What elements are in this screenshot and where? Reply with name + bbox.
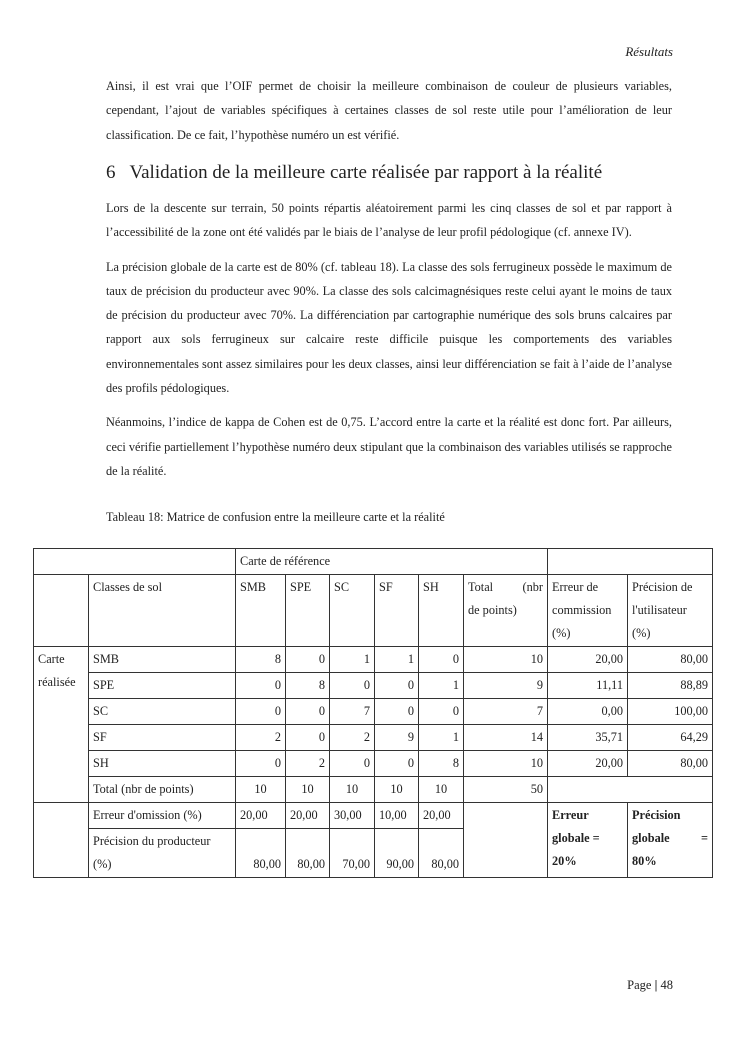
- row-total: 10: [464, 751, 548, 777]
- col-total: 10: [330, 777, 375, 803]
- cell: 2: [330, 725, 375, 751]
- commission-error: 35,71: [548, 725, 628, 751]
- col-header: SF: [375, 575, 419, 647]
- commission-error: 11,11: [548, 673, 628, 699]
- user-precision: 88,89: [628, 673, 713, 699]
- total-col-header: Total (nbr de points): [464, 575, 548, 647]
- empty-cell: [548, 777, 713, 803]
- row-label: Précision du producteur (%): [89, 829, 236, 878]
- row-label: SH: [89, 751, 236, 777]
- table-row: [34, 751, 713, 777]
- empty-cell: [34, 803, 89, 878]
- section-heading: [106, 162, 602, 184]
- grand-total: 50: [464, 777, 548, 803]
- cell: 0: [419, 647, 464, 673]
- cell: 0: [236, 751, 286, 777]
- empty-cell: [464, 803, 548, 878]
- global-precision: Précision globale = 80%: [628, 803, 713, 878]
- mapped-label: Carte réalisée: [34, 647, 89, 803]
- col-total: 10: [419, 777, 464, 803]
- section-number: 6: [106, 162, 116, 183]
- cell: 2: [236, 725, 286, 751]
- cell: 1: [375, 647, 419, 673]
- cell: 8: [236, 647, 286, 673]
- classes-label: Classes de sol: [89, 575, 236, 647]
- cell: 0: [286, 725, 330, 751]
- cell: 0: [375, 673, 419, 699]
- cell: 8: [419, 751, 464, 777]
- paragraph-fieldwork: Lors de la descente sur terrain, 50 points répartis aléatoirement parmi les cinq classes de sol et par rapport à l’accessibilité de la zone ont été validés par le biais de l’analyse de leur profil pédologique (cf. annexe IV).: [106, 201, 672, 240]
- row-label: Total (nbr de points): [89, 777, 236, 803]
- omission-value: 20,00: [236, 803, 286, 829]
- omission-value: 30,00: [330, 803, 375, 829]
- commission-error: 20,00: [548, 751, 628, 777]
- cell: 7: [330, 699, 375, 725]
- row-label: SF: [89, 725, 236, 751]
- cell: 0: [330, 673, 375, 699]
- cell: 1: [419, 725, 464, 751]
- commission-error-header: Erreur de commission (%): [548, 575, 628, 647]
- cell: 2: [286, 751, 330, 777]
- reference-map-header: Carte de référence: [236, 549, 548, 575]
- page-number: 48: [660, 978, 673, 992]
- col-total: 10: [236, 777, 286, 803]
- row-label: SMB: [89, 647, 236, 673]
- cell: 0: [419, 699, 464, 725]
- user-precision: 64,29: [628, 725, 713, 751]
- table-header-row-2: [34, 575, 713, 647]
- commission-error: 20,00: [548, 647, 628, 673]
- section-title: Validation de la meilleure carte réalisée par rapport à la réalité: [129, 162, 603, 183]
- col-header: SPE: [286, 575, 330, 647]
- row-total: 10: [464, 647, 548, 673]
- cell: 1: [419, 673, 464, 699]
- col-total: 10: [375, 777, 419, 803]
- producer-value: 80,00: [236, 829, 286, 878]
- table-row: [34, 699, 713, 725]
- intro-block: [106, 74, 672, 147]
- cell: 1: [330, 647, 375, 673]
- row-label: SPE: [89, 673, 236, 699]
- row-label: SC: [89, 699, 236, 725]
- row-label: Erreur d'omission (%): [89, 803, 236, 829]
- page-footer: [627, 978, 673, 993]
- cell: 8: [286, 673, 330, 699]
- cell: 0: [375, 699, 419, 725]
- empty-corner-cell: [34, 549, 236, 575]
- cell: 9: [375, 725, 419, 751]
- producer-value: 70,00: [330, 829, 375, 878]
- producer-value: 90,00: [375, 829, 419, 878]
- producer-value: 80,00: [286, 829, 330, 878]
- cell: 0: [286, 699, 330, 725]
- paragraph-global-precision: La précision globale de la carte est de 80% (cf. tableau 18). La classe des sols ferrugineux possède le maximum de taux de précision du producteur avec 90%. La classe des sols calcimagnésiques reste celui ayant le moins de taux de précision du producteur avec 70%. La différenciation par cartographie numérique des sols bruns calcaires par rapport aux sols ferrugineux sur calcaire reste difficile puisque les comportements des variables environnementales sont assez similaires pour les deux classes, ainsi leur différenciation se fait à l’aide de l’analyse des profils pédologiques.: [106, 259, 672, 396]
- row-total: 9: [464, 673, 548, 699]
- cell: 0: [330, 751, 375, 777]
- running-header: Résultats: [625, 44, 673, 59]
- user-precision: 80,00: [628, 647, 713, 673]
- table-row: [34, 725, 713, 751]
- user-precision-header: Précision de l'utilisateur (%): [628, 575, 713, 647]
- table-header-row-1: [34, 549, 713, 575]
- omission-value: 20,00: [286, 803, 330, 829]
- cell: 0: [236, 673, 286, 699]
- page-label: Page: [627, 978, 652, 992]
- empty-header-cell: [548, 549, 713, 575]
- producer-value: 80,00: [419, 829, 464, 878]
- omission-value: 20,00: [419, 803, 464, 829]
- cell: 0: [286, 647, 330, 673]
- col-header: SMB: [236, 575, 286, 647]
- table-caption: Tableau 18: Matrice de confusion entre la meilleure carte et la réalité: [106, 510, 445, 524]
- table-row: [34, 673, 713, 699]
- col-header: SC: [330, 575, 375, 647]
- table-row: [34, 647, 713, 673]
- global-error: Erreur globale = 20%: [548, 803, 628, 878]
- section-body: [106, 196, 672, 493]
- commission-error: 0,00: [548, 699, 628, 725]
- paragraph-kappa: Néanmoins, l’indice de kappa de Cohen est de 0,75. L’accord entre la carte et la réalité est donc fort. Par ailleurs, ceci vérifie partiellement l’hypothèse numéro deux stipulant que la combinaison des variables utilisés se rapproche de la réalité.: [106, 415, 672, 478]
- omission-value: 10,00: [375, 803, 419, 829]
- intro-paragraph: Ainsi, il est vrai que l’OIF permet de choisir la meilleure combinaison de couleur de plusieurs variables, cependant, l’ajout de variables spécifiques à certaines classes de sol reste utile pour l’amélioration de leur classification. De ce fait, l’hypothèse numéro un est vérifié.: [106, 79, 672, 142]
- total-row: [34, 777, 713, 803]
- confusion-matrix-table: [33, 548, 713, 878]
- row-total: 14: [464, 725, 548, 751]
- row-total: 7: [464, 699, 548, 725]
- empty-cell: [34, 575, 89, 647]
- user-precision: 80,00: [628, 751, 713, 777]
- page-separator: |: [654, 978, 658, 992]
- cell: 0: [375, 751, 419, 777]
- col-total: 10: [286, 777, 330, 803]
- cell: 0: [236, 699, 286, 725]
- user-precision: 100,00: [628, 699, 713, 725]
- omission-row: [34, 803, 713, 829]
- col-header: SH: [419, 575, 464, 647]
